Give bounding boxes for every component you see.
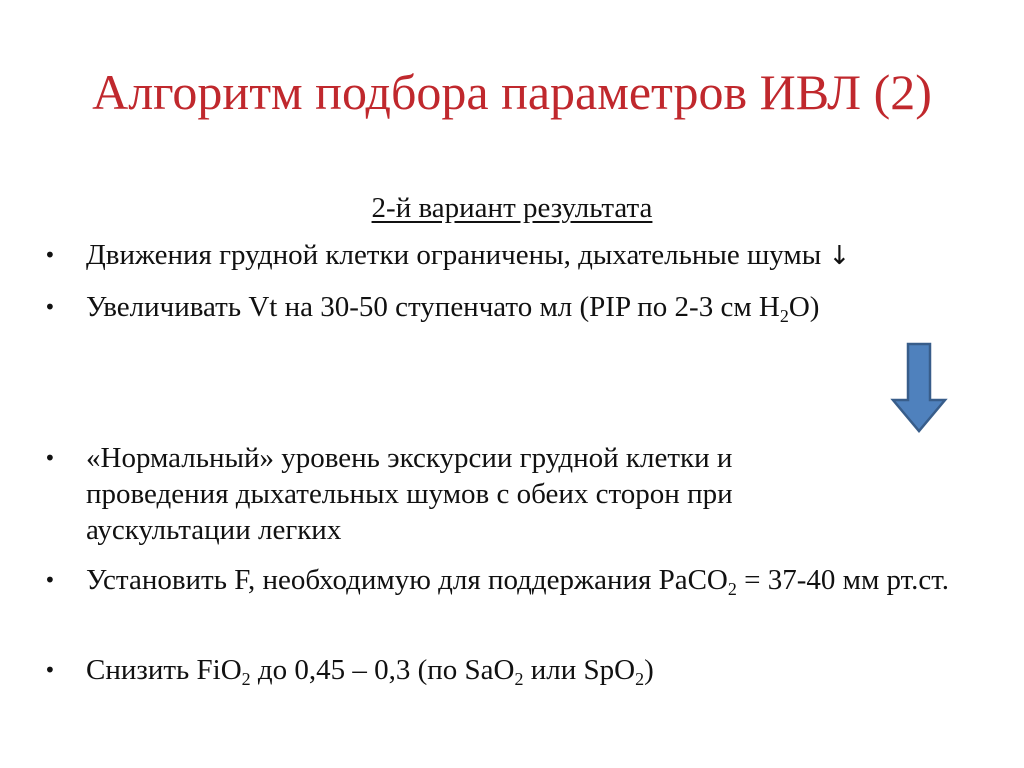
list-item-text (86, 652, 994, 688)
subscript: 2 (779, 305, 789, 326)
subscript: 2 (727, 578, 737, 599)
list-item-text (86, 562, 984, 598)
down-arrow-shape (893, 344, 945, 431)
list-item (44, 289, 994, 325)
list-item-text-part: Установить F, необходимую для поддержания PaCO (86, 564, 728, 596)
list-item-text-part: Увеличивать Vt на 30-50 ступенчато мл (PIP по 2-3 см H (86, 291, 780, 323)
bullet-icon: • (44, 446, 56, 470)
list-item (44, 237, 994, 274)
bullet-icon: • (44, 243, 56, 267)
subscript: 2 (635, 668, 645, 689)
list-item-text (86, 237, 994, 274)
down-arrow-icon (889, 342, 949, 434)
list-item (44, 440, 874, 548)
slide-title: Алгоритм подбора параметров ИВЛ (2) (92, 64, 932, 120)
small-down-arrow-icon: ↓ (828, 241, 851, 271)
bullet-icon: • (44, 295, 56, 319)
list-item-text-part: до 0,45 – 0,3 (по SaO (250, 654, 515, 686)
list-item-text-part: ) (644, 654, 654, 686)
bullet-icon: • (44, 658, 56, 682)
bullet-icon: • (44, 568, 56, 592)
subscript: 2 (241, 668, 251, 689)
list-item-text-part: или SpO (523, 654, 636, 686)
list-item-text-part: Движения грудной клетки ограничены, дыхательные шумы (86, 239, 829, 271)
list-item-text: «Нормальный» уровень экскурсии грудной клетки и проведения дыхательных шумов с обеих сторон при аускультации легких (86, 442, 733, 546)
list-item (44, 562, 984, 598)
list-item-text (86, 289, 994, 325)
list-item-text-part: = 37-40 мм рт.ст. (736, 564, 950, 596)
list-item-text-part: O) (788, 291, 820, 323)
list-item-text-part: Снизить FiO (86, 654, 242, 686)
list-item (44, 652, 994, 688)
subscript: 2 (514, 668, 524, 689)
slide-subtitle: 2-й вариант результата (371, 192, 653, 224)
